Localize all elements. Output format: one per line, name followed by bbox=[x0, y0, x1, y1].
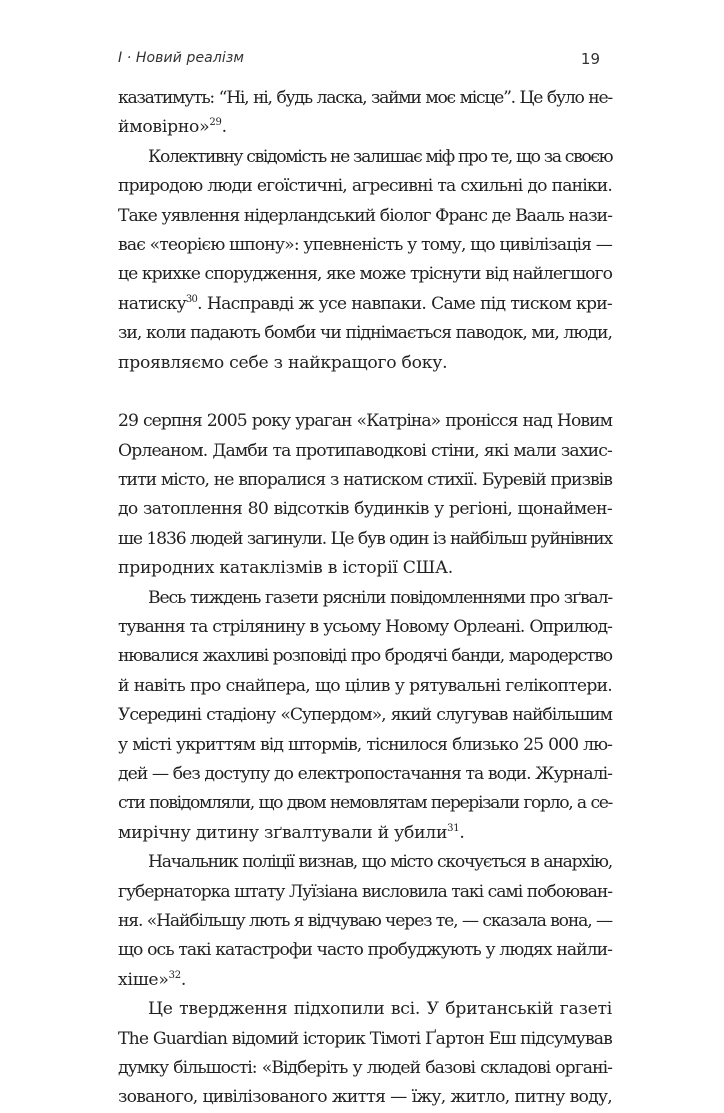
text-line: до затоплення 80 відсотків будинків у регіоні, щонаймен- bbox=[118, 499, 612, 520]
text-line: сти повідомляли, що двом немовлятам перерізали горло, а се- bbox=[118, 793, 612, 814]
footnote-ref: 30 bbox=[185, 293, 198, 305]
text-line: проявляємо себе з найкращого боку. bbox=[118, 352, 448, 373]
text-line: що ось такі катастрофи часто пробуджують у людях найли- bbox=[118, 940, 612, 961]
body-text bbox=[118, 84, 612, 1113]
text-line: й навіть про снайпера, що цілив у рятувальні гелікоптери. bbox=[118, 675, 612, 696]
text-line: The Guardian відомий історик Тімоті Ґартон Еш підсумував bbox=[118, 1028, 612, 1049]
text-line: тити місто, не впоралися з натиском стихії. Буревій призвів bbox=[118, 470, 612, 491]
text-line: дей — без доступу до електропостачання та води. Журналі- bbox=[118, 763, 612, 784]
text-line: хіше»$^{32}$. bbox=[118, 969, 187, 990]
text-line: ше 1836 людей загинули. Це був один із найбільш руйнівних bbox=[118, 528, 612, 549]
text-line: Це твердження підхопили всі. У британській газеті bbox=[148, 999, 612, 1020]
text-line: нювалися жахливі розповіді про бродячі банди, мародерство bbox=[118, 646, 612, 667]
text-line: це крихке спорудження, яке може тріснути від найлегшого bbox=[118, 264, 612, 285]
text-line: натиску$^{30}$. Насправді ж усе навпаки. Саме під тиском кри- bbox=[118, 293, 612, 314]
footnote-ref: 29 bbox=[209, 117, 222, 129]
text-line: ймовірно»$^{29}$. bbox=[118, 117, 227, 138]
text-line: Усередині стадіону «Супердом», який слугував найбільшим bbox=[118, 705, 612, 726]
text-line: думку більшості: «Відберіть у людей базові складові органі- bbox=[118, 1057, 612, 1078]
footnote-ref: 31 bbox=[447, 822, 460, 834]
text-line: Начальник поліції визнав, що місто скочується в анархію, bbox=[148, 852, 612, 873]
text-line: тування та стрілянину в усьому Новому Орлеані. Оприлюд- bbox=[118, 617, 612, 638]
text-line: Весь тиждень газети рясніли повідомленнями про зґвал- bbox=[148, 587, 612, 608]
running-title: І · Новий реалізм bbox=[118, 50, 245, 66]
text-line: губернаторка штату Луїзіана висловила такі самі побоюван- bbox=[118, 881, 612, 902]
text-line: ня. «Найбільшу лють я відчуваю через те, — сказала вона, — bbox=[118, 910, 612, 931]
text-line: природою люди егоїстичні, агресивні та схильні до паніки. bbox=[118, 176, 612, 197]
text-line: зи, коли падають бомби чи піднімається паводок, ми, люди, bbox=[118, 323, 612, 344]
text-line: у місті укриттям від штормів, тіснилося близько 25 000 лю- bbox=[118, 734, 612, 755]
text-line: мирічну дитину зґвалтували й убили$^{31}$. bbox=[118, 822, 465, 843]
text-line: природних катаклізмів в історії США. bbox=[118, 558, 454, 579]
footnote-ref: 32 bbox=[168, 969, 181, 981]
section-break bbox=[118, 378, 612, 407]
text-line: ває «теорією шпону»: упевненість у тому, що цивілізація — bbox=[118, 234, 613, 255]
page-number: 19 bbox=[580, 50, 600, 68]
text-line: Орлеаном. Дамби та протипаводкові стіни, які мали захис- bbox=[118, 440, 612, 461]
text-line: казатимуть: “Ні, ні, будь ласка, займи моє місце”. Це було не- bbox=[118, 88, 612, 108]
text-line: зованого, цивілізованого життя — їжу, житло, питну воду, bbox=[118, 1087, 612, 1108]
text-line: 29 серпня 2005 року ураган «Катріна» пронісся над Новим bbox=[118, 411, 612, 432]
text-line: Колективну свідомість не залишає міф про те, що за своєю bbox=[148, 146, 613, 167]
text-line: Таке уявлення нідерландський біолог Франс де Вааль нази- bbox=[118, 205, 612, 226]
